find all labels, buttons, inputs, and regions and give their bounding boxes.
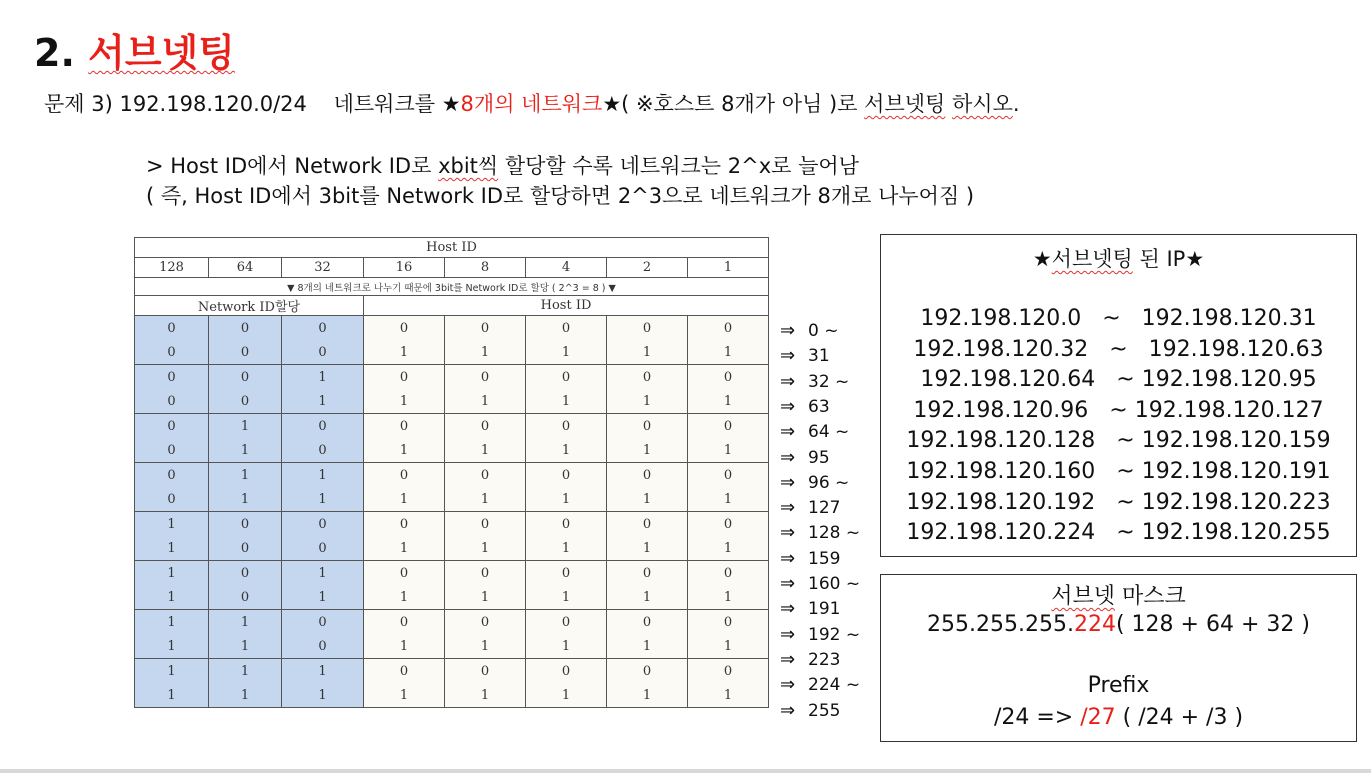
table-note: ▼ 8개의 네트워크로 나누기 때문에 3bit를 Network ID로 할당 ( 2^3 = 8 ) ▼ [135,278,769,296]
table-row [135,365,769,390]
host-bit-cell: 1 [607,438,688,463]
table-row [135,610,769,635]
range-label [780,318,838,343]
network-bit-cell: 1 [135,561,209,586]
network-bit-cell: 1 [209,414,282,439]
range-label [780,546,840,571]
network-bit-cell: 0 [282,340,364,365]
host-bit-cell: 0 [607,561,688,586]
star-icon: ★ [441,92,461,116]
mask-highlight: 224 [1073,612,1116,637]
host-bit-cell: 0 [607,659,688,684]
host-bit-cell: 1 [688,487,769,512]
network-bit-cell: 1 [209,487,282,512]
note-line-2: ( 즉, Host ID에서 3bit를 Network ID로 할당하면 2^3으로 네트워크가 8개로 나누어짐 ) [146,184,975,208]
mask-prefix: 255.255.255. [927,612,1074,637]
host-bit-cell: 1 [526,340,607,365]
table-row [135,659,769,684]
table-row [135,536,769,561]
host-bit-cell: 0 [364,414,445,439]
problem-statement [44,88,1020,118]
network-bit-cell: 1 [282,487,364,512]
host-bit-cell: 1 [526,487,607,512]
network-bit-cell: 1 [209,438,282,463]
network-bit-cell: 1 [282,365,364,390]
host-bit-cell: 0 [526,610,607,635]
network-bit-cell: 0 [282,316,364,341]
range-label-text: 127 [808,498,841,519]
host-bit-cell: 1 [607,340,688,365]
network-bit-cell: 1 [282,561,364,586]
mask-title-word: 서브넷 [1051,584,1115,609]
range-label-text: 192 ~ [808,624,861,645]
range-label [780,369,849,394]
arrow-icon: ⇒ [780,547,796,569]
host-bit-cell: 1 [364,389,445,414]
network-bit-cell: 0 [135,340,209,365]
host-bit-cell: 1 [688,438,769,463]
range-label-text: 191 [808,599,841,620]
arrow-icon: ⇒ [780,623,796,645]
table-row [135,463,769,488]
arrow-icon: ⇒ [780,598,796,620]
host-bit-cell: 0 [526,414,607,439]
host-bit-cell: 0 [607,365,688,390]
host-bit-cell: 0 [688,414,769,439]
problem-do: 하시오 [952,92,1013,116]
host-bit-cell: 0 [445,316,526,341]
network-bit-cell: 1 [135,683,209,708]
host-bit-cell: 1 [688,634,769,659]
range-label-text: 223 [808,649,841,670]
host-bit-cell: 0 [445,610,526,635]
network-bit-cell: 0 [209,316,282,341]
host-bit-cell: 0 [445,463,526,488]
host-bit-cell: 0 [364,365,445,390]
arrow-icon: ⇒ [780,370,796,392]
subnetted-ip-title [881,243,1356,273]
subnet-title-rest: 된 IP [1132,247,1186,271]
host-bit-cell: 1 [688,340,769,365]
note-text: 할당할 수록 네트워크는 2^x로 늘어남 [498,154,859,178]
network-bit-cell: 0 [135,414,209,439]
network-bit-cell: 0 [135,463,209,488]
network-bit-cell: 0 [209,585,282,610]
table-row [135,683,769,708]
ip-range: 192.198.120.96 ~ 192.198.120.127 [913,397,1324,423]
host-bit-cell: 0 [364,463,445,488]
table-row [135,340,769,365]
table-row [135,438,769,463]
prefix-highlight: /27 [1080,705,1116,730]
ip-range: 192.198.120.192 ~ 192.198.120.223 [906,489,1331,515]
host-bit-cell: 1 [607,585,688,610]
range-label [780,470,849,495]
table-row [135,512,769,537]
host-bit-cell: 1 [607,389,688,414]
host-bit-cell: 0 [688,659,769,684]
range-label [780,419,849,444]
host-bit-cell: 1 [607,634,688,659]
network-bit-cell: 1 [282,683,364,708]
arrow-icon: ⇒ [780,421,796,443]
range-label [780,647,840,672]
host-bit-cell: 0 [688,512,769,537]
range-label-text: 64 ~ [808,422,850,443]
network-bit-cell: 1 [209,659,282,684]
network-bit-cell: 1 [282,659,364,684]
star-icon: ★ [1032,247,1052,271]
range-label [780,571,860,596]
host-bit-cell: 1 [445,634,526,659]
subnetted-ip-box [880,234,1357,557]
host-bit-cell: 1 [364,634,445,659]
host-bit-cell: 0 [445,659,526,684]
network-bit-cell: 1 [135,659,209,684]
network-bit-cell: 0 [209,536,282,561]
host-bit-cell: 1 [607,536,688,561]
ip-range: 192.198.120.224 ~ 192.198.120.255 [906,520,1331,546]
host-bit-cell: 1 [445,683,526,708]
table-row [135,634,769,659]
host-bit-cell: 1 [607,487,688,512]
section-title: 서브넷팅 [88,31,235,75]
host-bit-cell: 1 [526,389,607,414]
table-header: Host ID [135,238,769,258]
range-label [780,698,840,723]
host-bit-cell: 1 [445,340,526,365]
host-bit-cell: 0 [607,463,688,488]
host-bit-cell: 1 [364,487,445,512]
network-bit-cell: 1 [282,463,364,488]
subnet-mask-value [881,612,1356,637]
range-label-text: 96 ~ [808,472,850,493]
host-bit-cell: 0 [607,512,688,537]
range-label-text: 159 [808,548,841,569]
host-bit-cell: 0 [526,463,607,488]
network-bit-cell: 1 [209,683,282,708]
problem-prefix: 문제 3) 192.198.120.0/24 네트워크를 [44,92,442,116]
host-bit-cell: 0 [607,414,688,439]
note-line-1 [146,150,859,180]
problem-subnetting: 서브넷팅 [864,92,946,116]
host-bit-cell: 1 [364,536,445,561]
arrow-icon: ⇒ [780,471,796,493]
host-bit-cell: 0 [688,463,769,488]
arrow-icon: ⇒ [780,395,796,417]
range-label-text: 0 ~ [808,321,839,341]
host-bit-cell: 1 [526,634,607,659]
host-bit-cell: 1 [445,585,526,610]
host-bit-cell: 1 [526,585,607,610]
range-label [780,596,840,621]
arrow-icon: ⇒ [780,674,796,696]
table-row [135,316,769,341]
range-label-text: 95 [808,447,830,468]
network-bit-cell: 0 [209,365,282,390]
host-bit-cell: 0 [364,512,445,537]
network-bit-cell: 0 [135,438,209,463]
bit-table [134,237,769,708]
host-bit-cell: 1 [445,487,526,512]
bit-value: 32 [282,258,364,278]
host-bit-cell: 0 [526,561,607,586]
bit-value: 8 [445,258,526,278]
network-bit-cell: 1 [135,585,209,610]
range-label-text: 63 [808,396,830,417]
range-label [780,672,860,697]
table-row [135,561,769,586]
network-bit-cell: 0 [209,512,282,537]
note-squig: xbit씩 [438,154,499,178]
table-row [135,585,769,610]
bit-value: 128 [135,258,209,278]
host-bit-cell: 0 [688,561,769,586]
arrow-icon: ⇒ [780,320,796,341]
prefix-value [881,705,1356,730]
ip-range: 192.198.120.32 ~ 192.198.120.63 [913,336,1324,362]
network-bit-cell: 0 [282,414,364,439]
arrow-icon: ⇒ [780,345,796,367]
arrow-icon: ⇒ [780,522,796,544]
ip-range: 192.198.120.64 ~ 192.198.120.95 [920,367,1317,393]
host-bit-cell: 1 [445,389,526,414]
prefix-label: Prefix [1087,673,1150,698]
host-bit-cell: 1 [526,536,607,561]
network-id-header: Network ID할당 [135,296,364,316]
network-bit-cell: 0 [135,487,209,512]
page-title [34,22,235,77]
network-bit-cell: 0 [282,610,364,635]
host-bit-cell: 0 [364,610,445,635]
table-row [135,414,769,439]
network-bit-cell: 1 [282,585,364,610]
network-bit-cell: 0 [135,316,209,341]
bit-value: 2 [607,258,688,278]
slide-bottom-divider [0,769,1371,773]
network-bit-cell: 0 [135,389,209,414]
problem-highlight: 8개의 네트워크 [460,92,603,116]
table-row [135,487,769,512]
network-bit-cell: 1 [209,634,282,659]
network-bit-cell: 0 [282,536,364,561]
host-bit-cell: 1 [364,683,445,708]
problem-space [945,92,952,116]
range-label [780,495,840,520]
range-label [780,343,830,368]
host-bit-cell: 0 [445,561,526,586]
ip-range: 192.198.120.128 ~ 192.198.120.159 [906,428,1331,454]
network-bit-cell: 1 [135,536,209,561]
host-bit-cell: 0 [526,316,607,341]
prefix-a: /24 => [993,705,1081,730]
range-label-text: 31 [808,346,830,367]
host-bit-cell: 0 [526,512,607,537]
host-bit-cell: 0 [526,659,607,684]
star-icon: ★ [1185,247,1205,271]
section-number: 2. [34,31,75,75]
host-bit-cell: 1 [364,340,445,365]
network-bit-cell: 1 [282,389,364,414]
range-label-text: 224 ~ [808,675,861,696]
range-label [780,520,860,545]
host-bit-cell: 0 [445,512,526,537]
range-label [780,445,830,470]
bit-value: 4 [526,258,607,278]
host-bit-cell: 1 [688,585,769,610]
prefix-b: ( /24 + /3 ) [1115,705,1244,730]
network-bit-cell: 1 [209,610,282,635]
bit-value: 1 [688,258,769,278]
problem-middle: ( ※호스트 8개가 아님 )로 [621,92,865,116]
host-bit-cell: 1 [445,438,526,463]
arrow-icon: ⇒ [780,446,796,468]
network-bit-cell: 1 [135,610,209,635]
subnet-title-word: 서브넷팅 [1051,247,1133,271]
host-bit-cell: 1 [364,438,445,463]
host-bit-cell: 0 [688,610,769,635]
network-bit-cell: 0 [209,561,282,586]
host-bit-cell: 0 [445,414,526,439]
host-bit-cell: 0 [688,316,769,341]
mask-title-rest: 마스크 [1115,584,1186,609]
network-bit-cell: 0 [282,438,364,463]
table-row [135,389,769,414]
network-bit-cell: 0 [282,512,364,537]
network-bit-cell: 1 [135,512,209,537]
range-label [780,622,860,647]
bit-value: 64 [209,258,282,278]
host-bit-cell: 0 [607,610,688,635]
arrow-icon: ⇒ [780,573,796,594]
host-id-header: Host ID [364,296,769,316]
star-icon: ★ [602,92,622,116]
host-bit-cell: 0 [364,561,445,586]
host-bit-cell: 1 [445,536,526,561]
bit-value: 16 [364,258,445,278]
subnet-mask-title [881,579,1356,610]
host-bit-cell: 0 [688,365,769,390]
note-text: > Host ID에서 Network ID로 [146,154,439,178]
host-bit-cell: 0 [364,659,445,684]
arrow-icon: ⇒ [780,497,796,519]
network-bit-cell: 1 [209,463,282,488]
ip-range: 192.198.120.160 ~ 192.198.120.191 [906,458,1331,484]
arrow-icon: ⇒ [780,699,796,721]
subnet-mask-box [880,574,1357,742]
problem-end: . [1012,92,1020,116]
arrow-icon: ⇒ [780,648,796,670]
ip-range-list [881,304,1356,549]
host-bit-cell: 1 [526,683,607,708]
range-label [780,394,830,419]
host-bit-cell: 1 [364,585,445,610]
mask-rest: ( 128 + 64 + 32 ) [1115,612,1310,637]
range-label-text: 160 ~ [808,574,861,594]
network-bit-cell: 0 [209,340,282,365]
host-bit-cell: 0 [526,365,607,390]
host-bit-cell: 1 [526,438,607,463]
host-bit-cell: 1 [688,389,769,414]
host-bit-cell: 1 [607,683,688,708]
host-bit-cell: 1 [688,683,769,708]
host-bit-cell: 0 [364,316,445,341]
host-bit-cell: 0 [607,316,688,341]
range-label-text: 255 [808,700,841,721]
network-bit-cell: 0 [282,634,364,659]
host-bit-cell: 1 [688,536,769,561]
network-bit-cell: 0 [135,365,209,390]
range-label-text: 128 ~ [808,523,861,544]
network-bit-cell: 0 [209,389,282,414]
ip-range: 192.198.120.0 ~ 192.198.120.31 [920,306,1317,331]
range-label-text: 32 ~ [808,371,850,392]
network-bit-cell: 1 [135,634,209,659]
host-bit-cell: 0 [445,365,526,390]
